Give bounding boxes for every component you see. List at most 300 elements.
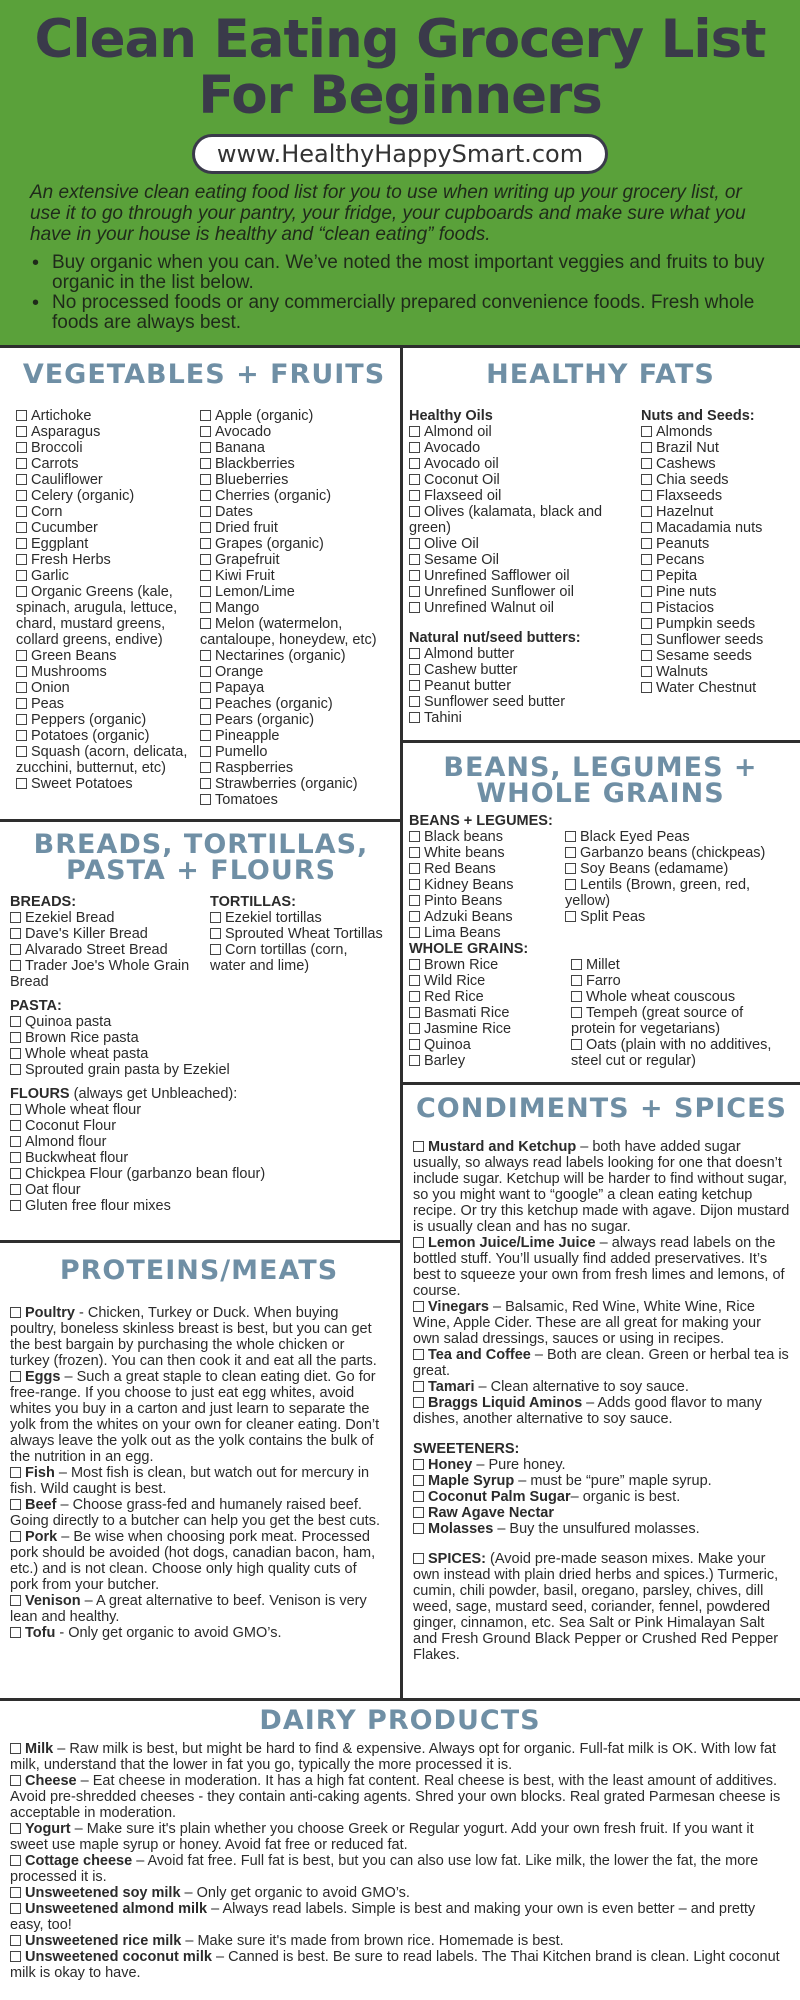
- list-item: [10, 1118, 392, 1134]
- list-item: [10, 926, 210, 942]
- list-item: [16, 680, 196, 696]
- item-label: Pecans: [656, 552, 705, 568]
- checkbox[interactable]: [10, 1120, 21, 1131]
- list-item: [16, 744, 196, 776]
- list-item: [641, 584, 791, 600]
- item-label: Apple (organic): [215, 408, 314, 424]
- checkbox[interactable]: [409, 696, 420, 707]
- grains-list: [571, 957, 791, 1069]
- list-item: [409, 973, 571, 989]
- list-item: [200, 648, 392, 664]
- section-beans-grains: [403, 743, 800, 1082]
- checkbox[interactable]: [200, 650, 211, 661]
- checkbox[interactable]: [10, 944, 21, 955]
- checkbox[interactable]: [16, 442, 27, 453]
- checkbox[interactable]: [200, 522, 211, 533]
- list-item: [200, 488, 392, 504]
- item-label: Pistacios: [656, 600, 715, 616]
- checkbox[interactable]: [16, 746, 27, 757]
- item-label: Sunflower seeds: [656, 632, 764, 648]
- list-item: [641, 552, 791, 568]
- checkbox[interactable]: [565, 911, 576, 922]
- entry-separator: –: [570, 1489, 583, 1505]
- list-item: [10, 1166, 392, 1182]
- checkbox[interactable]: [10, 1048, 21, 1059]
- checkbox[interactable]: [413, 1397, 424, 1408]
- item-label: Corn tortillas (corn, water and lime): [210, 942, 348, 974]
- checkbox[interactable]: [16, 506, 27, 517]
- list-item: [210, 926, 386, 942]
- list-item: [565, 877, 791, 909]
- item-label: Unrefined Walnut oil: [424, 600, 555, 616]
- checkbox[interactable]: [409, 831, 420, 842]
- list-item: [409, 1053, 571, 1069]
- checkbox[interactable]: [409, 712, 420, 723]
- checkbox[interactable]: [10, 1499, 21, 1510]
- checkbox[interactable]: [16, 538, 27, 549]
- checkbox[interactable]: [200, 490, 211, 501]
- checkbox[interactable]: [16, 570, 27, 581]
- entry: [10, 1625, 388, 1641]
- list-item: [10, 1062, 392, 1078]
- list-item: [409, 861, 565, 877]
- item-label: Avocado oil: [424, 456, 499, 472]
- checkbox[interactable]: [10, 1595, 21, 1606]
- list-item: [16, 568, 196, 584]
- list-item: [200, 568, 392, 584]
- entry-text: Balsamic, Red Wine, White Wine, Rice Wine, Apple Cider. These are all great for making your own salad dressings, sauces or using in recipes.: [413, 1299, 761, 1347]
- checkbox[interactable]: [641, 650, 652, 661]
- checkbox[interactable]: [10, 1935, 21, 1946]
- checkbox[interactable]: [200, 746, 211, 757]
- subheading: Natural nut/seed butters:: [409, 630, 581, 646]
- subheading: BEANS + LEGUMES:: [409, 813, 553, 829]
- entry-text: organic is best.: [582, 1489, 681, 1505]
- checkbox[interactable]: [409, 490, 420, 501]
- list-item: [16, 728, 196, 744]
- entry-separator: –: [53, 1741, 70, 1757]
- checkbox[interactable]: [200, 538, 211, 549]
- list-item: [409, 909, 565, 925]
- checkbox[interactable]: [10, 1775, 21, 1786]
- entry-text: Canned is best. Be sure to read labels. The Thai Kitchen brand is clean. Light coconut milk is okay to have.: [10, 1949, 780, 1981]
- checkbox[interactable]: [200, 714, 211, 725]
- checkbox[interactable]: [565, 847, 576, 858]
- oils-list: [409, 424, 641, 616]
- checkbox[interactable]: [10, 1903, 21, 1914]
- list-item: [200, 680, 392, 696]
- checkbox[interactable]: [409, 458, 420, 469]
- entry-name: Pork: [25, 1529, 58, 1545]
- entry-name: Eggs: [25, 1369, 61, 1385]
- list-item: [571, 973, 791, 989]
- entry-text: must be “pure” maple syrup.: [530, 1473, 712, 1489]
- checkbox[interactable]: [10, 1467, 21, 1478]
- item-label: Macadamia nuts: [656, 520, 763, 536]
- list-item: [200, 760, 392, 776]
- checkbox[interactable]: [200, 442, 211, 453]
- item-label: Melon (watermelon, cantaloupe, honeydew, etc): [200, 616, 377, 648]
- checkbox[interactable]: [641, 666, 652, 677]
- checkbox[interactable]: [16, 474, 27, 485]
- checkbox[interactable]: [200, 474, 211, 485]
- website-url-link[interactable]: www.HealthyHappySmart.com: [192, 134, 608, 174]
- checkbox[interactable]: [10, 1136, 21, 1147]
- checkbox[interactable]: [413, 1141, 424, 1152]
- item-label: Tomatoes: [215, 792, 278, 808]
- subheading: BREADS:: [10, 894, 77, 910]
- checkbox[interactable]: [565, 863, 576, 874]
- checkbox[interactable]: [10, 1823, 21, 1834]
- entry-text: (Avoid pre-made season mixes. Make your own instead with plain dried herbs and spices.) Turmeric, cumin, chili powder, basil, oregano, parsley, chives, dill weed, sage, mustard seed, coriander, fennel, powdered ginger, cinnamon, etc. Sea Salt or Pink Himalayan Salt and Fresh Ground Black Pepper or Crushed Red Pepper Flakes.: [413, 1551, 779, 1663]
- checkbox[interactable]: [409, 1039, 420, 1050]
- entry: [10, 1901, 790, 1933]
- list-item: [200, 616, 392, 648]
- list-item: [409, 504, 641, 536]
- item-label: Hazelnut: [656, 504, 714, 520]
- checkbox[interactable]: [16, 682, 27, 693]
- list-item: [409, 536, 641, 552]
- checkbox[interactable]: [200, 410, 211, 421]
- list-item: [10, 1014, 392, 1030]
- entry-text: Eat cheese in moderation. It has a high fat content. Real cheese is best, with the least amount of additives. Avoid pre-shredded cheeses - they contain anti-caking agents. Shred your own blocks. Real grated Parmesan cheese is acceptable in moderation.: [10, 1773, 781, 1821]
- list-item: [409, 456, 641, 472]
- checkbox[interactable]: [10, 912, 21, 923]
- checkbox[interactable]: [409, 586, 420, 597]
- checkbox[interactable]: [200, 682, 211, 693]
- entry: [10, 1529, 388, 1593]
- list-item: [409, 662, 641, 678]
- bullet-item: • Buy organic when you can. We’ve noted the most important veggies and fruits to buy organic in the list below.: [30, 253, 770, 293]
- item-label: Lima Beans: [424, 925, 501, 941]
- checkbox[interactable]: [10, 928, 21, 939]
- list-item: [409, 1037, 571, 1053]
- checkbox[interactable]: [10, 1887, 21, 1898]
- item-label: Flaxseed oil: [424, 488, 502, 504]
- checkbox[interactable]: [200, 506, 211, 517]
- list-item: [409, 1005, 571, 1021]
- item-label: Green Beans: [31, 648, 117, 664]
- dairy-list: [10, 1741, 790, 1981]
- entry-text: Make sure it's made from brown rice. Homemade is best.: [197, 1933, 564, 1949]
- entry-separator: –: [70, 1821, 87, 1837]
- checkbox[interactable]: [413, 1349, 424, 1360]
- checkbox[interactable]: [16, 522, 27, 533]
- entry-text: Most fish is clean, but watch out for mercury in fish. Wild caught is best.: [10, 1465, 370, 1497]
- checkbox[interactable]: [409, 506, 420, 517]
- checkbox[interactable]: [641, 682, 652, 693]
- checkbox[interactable]: [16, 714, 27, 725]
- item-label: Ezekiel Bread: [25, 910, 115, 926]
- entry-name: Coconut Palm Sugar: [428, 1489, 571, 1505]
- checkbox[interactable]: [200, 554, 211, 565]
- checkbox[interactable]: [641, 538, 652, 549]
- checkbox[interactable]: [641, 458, 652, 469]
- item-label: Sunflower seed butter: [424, 694, 566, 710]
- checkbox[interactable]: [200, 730, 211, 741]
- checkbox[interactable]: [409, 975, 420, 986]
- entry: [413, 1379, 790, 1395]
- item-label: Tempeh (great source of protein for vegetarians): [571, 1005, 744, 1037]
- checkbox[interactable]: [16, 778, 27, 789]
- checkbox[interactable]: [16, 554, 27, 565]
- checkbox[interactable]: [413, 1301, 424, 1312]
- entry-text: Clean alternative to soy sauce.: [490, 1379, 689, 1395]
- item-label: Eggplant: [31, 536, 89, 552]
- checkbox[interactable]: [571, 1039, 582, 1050]
- checkbox[interactable]: [10, 1032, 21, 1043]
- checkbox[interactable]: [409, 426, 420, 437]
- item-label: Whole wheat couscous: [586, 989, 736, 1005]
- checkbox[interactable]: [409, 648, 420, 659]
- checkbox[interactable]: [10, 1168, 21, 1179]
- checkbox[interactable]: [10, 1951, 21, 1962]
- item-label: Squash (acorn, delicata, zucchini, butternut, etc): [16, 744, 188, 776]
- checkbox[interactable]: [409, 1055, 420, 1066]
- item-label: Sprouted grain pasta by Ezekiel: [25, 1062, 230, 1078]
- checkbox[interactable]: [200, 666, 211, 677]
- entry-name: Unsweetened soy milk: [25, 1885, 181, 1901]
- item-label: Papaya: [215, 680, 265, 696]
- checkbox[interactable]: [409, 554, 420, 565]
- checkbox[interactable]: [409, 991, 420, 1002]
- checkbox[interactable]: [571, 975, 582, 986]
- checkbox[interactable]: [200, 602, 211, 613]
- entry-separator: –: [54, 1465, 71, 1481]
- checkbox[interactable]: [16, 458, 27, 469]
- item-label: Potatoes (organic): [31, 728, 150, 744]
- item-label: Almond butter: [424, 646, 515, 662]
- entry-separator: -: [74, 1305, 88, 1321]
- item-label: Buckwheat flour: [25, 1150, 129, 1166]
- item-label: Grapes (organic): [215, 536, 324, 552]
- entry: [10, 1933, 790, 1949]
- checkbox[interactable]: [641, 522, 652, 533]
- item-label: Peaches (organic): [215, 696, 333, 712]
- item-label: Farro: [586, 973, 621, 989]
- checkbox[interactable]: [10, 1371, 21, 1382]
- checkbox[interactable]: [200, 618, 211, 629]
- checkbox[interactable]: [16, 698, 27, 709]
- entry-separator: –: [181, 1933, 198, 1949]
- checkbox[interactable]: [10, 1104, 21, 1115]
- checkbox[interactable]: [10, 1855, 21, 1866]
- checkbox[interactable]: [409, 1023, 420, 1034]
- checkbox[interactable]: [200, 778, 211, 789]
- condiments-list: [413, 1139, 790, 1427]
- entry-separator: –: [576, 1139, 593, 1155]
- checkbox[interactable]: [565, 831, 576, 842]
- checkbox[interactable]: [200, 570, 211, 581]
- checkbox[interactable]: [200, 586, 211, 597]
- checkbox[interactable]: [409, 959, 420, 970]
- checkbox[interactable]: [413, 1507, 424, 1518]
- checkbox[interactable]: [565, 879, 576, 890]
- checkbox[interactable]: [10, 1627, 21, 1638]
- list-item: [409, 678, 641, 694]
- page-title: [30, 9, 770, 126]
- list-item: [200, 584, 392, 600]
- checkbox[interactable]: [413, 1381, 424, 1392]
- list-item: [409, 877, 565, 893]
- section-vegetables-fruits: [0, 351, 400, 819]
- entry-text: Chicken, Turkey or Duck. When buying poultry, boneless skinless breast is best, but you can get the best bargain by purchasing the whole chicken or turkey (frozen). You can then cook it and eat all the parts.: [10, 1305, 377, 1369]
- entry-separator: –: [56, 1497, 73, 1513]
- checkbox[interactable]: [413, 1553, 424, 1564]
- checkbox[interactable]: [10, 1531, 21, 1542]
- list-item: [16, 664, 196, 680]
- checkbox[interactable]: [409, 847, 420, 858]
- item-label: Millet: [586, 957, 620, 973]
- entry: [413, 1521, 790, 1537]
- checkbox[interactable]: [16, 730, 27, 741]
- subheading: Healthy Oils: [409, 408, 493, 424]
- list-item: [16, 456, 196, 472]
- checkbox[interactable]: [409, 895, 420, 906]
- item-label: Corn: [31, 504, 63, 520]
- checkbox[interactable]: [641, 586, 652, 597]
- item-label: Broccoli: [31, 440, 83, 456]
- list-item: [409, 989, 571, 1005]
- checkbox[interactable]: [210, 944, 221, 955]
- checkbox[interactable]: [10, 1184, 21, 1195]
- list-item: [641, 520, 791, 536]
- list-item: [10, 1030, 392, 1046]
- list-item: [10, 910, 210, 926]
- item-label: Sweet Potatoes: [31, 776, 133, 792]
- list-item: [10, 1182, 392, 1198]
- item-label: Strawberries (organic): [215, 776, 358, 792]
- item-label: Cashew butter: [424, 662, 518, 678]
- entry-name: Mustard and Ketchup: [428, 1139, 577, 1155]
- checkbox[interactable]: [641, 442, 652, 453]
- checkbox[interactable]: [413, 1523, 424, 1534]
- checkbox[interactable]: [16, 650, 27, 661]
- item-label: Oats (plain with no additives, steel cut or regular): [571, 1037, 772, 1069]
- item-label: Avocado: [215, 424, 272, 440]
- checkbox[interactable]: [10, 1200, 21, 1211]
- checkbox[interactable]: [409, 602, 420, 613]
- checkbox[interactable]: [641, 634, 652, 645]
- section-title: BEANS, LEGUMES + WHOLE GRAINS: [443, 752, 758, 809]
- entry: [413, 1395, 790, 1427]
- entry: [10, 1369, 388, 1465]
- list-item: [16, 440, 196, 456]
- list-item: [200, 552, 392, 568]
- checkbox[interactable]: [409, 879, 420, 890]
- checkbox[interactable]: [641, 602, 652, 613]
- list-item: [200, 712, 392, 728]
- checkbox[interactable]: [641, 570, 652, 581]
- checkbox[interactable]: [409, 927, 420, 938]
- checkbox[interactable]: [413, 1459, 424, 1470]
- checkbox[interactable]: [10, 1016, 21, 1027]
- list-item: [409, 710, 641, 726]
- checkbox[interactable]: [413, 1475, 424, 1486]
- title-line-2: For Beginners: [198, 65, 602, 126]
- entry-text: Avoid fat free. Full fat is best, but you can also use low fat. Like milk, the lower the fat, the more processed it is.: [10, 1853, 759, 1885]
- checkbox[interactable]: [641, 506, 652, 517]
- checkbox[interactable]: [16, 410, 27, 421]
- list-item: [16, 776, 196, 792]
- section-title: VEGETABLES + FRUITS: [22, 359, 386, 390]
- item-label: Alvarado Street Bread: [25, 942, 168, 958]
- list-item: [641, 536, 791, 552]
- checkbox[interactable]: [641, 554, 652, 565]
- list-item: [200, 744, 392, 760]
- list-item: [571, 989, 791, 1005]
- checkbox[interactable]: [16, 586, 27, 597]
- checkbox[interactable]: [641, 474, 652, 485]
- item-label: Garlic: [31, 568, 69, 584]
- checkbox[interactable]: [641, 426, 652, 437]
- checkbox[interactable]: [641, 618, 652, 629]
- checkbox[interactable]: [409, 570, 420, 581]
- list-item: [409, 845, 565, 861]
- checkbox[interactable]: [10, 1152, 21, 1163]
- list-item: [565, 861, 791, 877]
- checkbox[interactable]: [10, 1064, 21, 1075]
- checkbox[interactable]: [200, 426, 211, 437]
- checkbox[interactable]: [200, 698, 211, 709]
- entry: [10, 1773, 790, 1821]
- checkbox[interactable]: [409, 863, 420, 874]
- legumes-list: [565, 829, 791, 941]
- checkbox[interactable]: [409, 538, 420, 549]
- checkbox[interactable]: [10, 1743, 21, 1754]
- checkbox[interactable]: [409, 442, 420, 453]
- checkbox[interactable]: [641, 490, 652, 501]
- checkbox[interactable]: [571, 959, 582, 970]
- checkbox[interactable]: [16, 490, 27, 501]
- entry-name: Honey: [428, 1457, 473, 1473]
- checkbox[interactable]: [409, 680, 420, 691]
- section-title: PROTEINS/MEATS: [59, 1255, 339, 1286]
- entry: [413, 1473, 790, 1489]
- checkbox[interactable]: [210, 912, 221, 923]
- checkbox[interactable]: [409, 911, 420, 922]
- checkbox[interactable]: [571, 991, 582, 1002]
- entry-name: Fish: [25, 1465, 55, 1481]
- entry-separator: –: [180, 1885, 197, 1901]
- checkbox[interactable]: [10, 960, 21, 971]
- entry-separator: –: [472, 1457, 489, 1473]
- list-item: [571, 1037, 791, 1069]
- checkbox[interactable]: [200, 794, 211, 805]
- checkbox[interactable]: [409, 474, 420, 485]
- checkbox[interactable]: [409, 1007, 420, 1018]
- entry-separator: –: [80, 1593, 96, 1609]
- checkbox[interactable]: [571, 1007, 582, 1018]
- entry-name: Unsweetened almond milk: [25, 1901, 208, 1917]
- checkbox[interactable]: [10, 1307, 21, 1318]
- checkbox[interactable]: [200, 458, 211, 469]
- checkbox[interactable]: [413, 1491, 424, 1502]
- section-dairy: [0, 1701, 800, 2000]
- section-condiments: [403, 1085, 800, 1698]
- checkbox[interactable]: [16, 426, 27, 437]
- checkbox[interactable]: [409, 664, 420, 675]
- item-label: Water Chestnut: [656, 680, 757, 696]
- checkbox[interactable]: [16, 666, 27, 677]
- checkbox[interactable]: [200, 762, 211, 773]
- entry-separator: –: [132, 1853, 148, 1869]
- list-item: [200, 424, 392, 440]
- checkbox[interactable]: [210, 928, 221, 939]
- entry-name: Raw Agave Nectar: [428, 1505, 554, 1521]
- item-label: Kiwi Fruit: [215, 568, 275, 584]
- checkbox[interactable]: [413, 1237, 424, 1248]
